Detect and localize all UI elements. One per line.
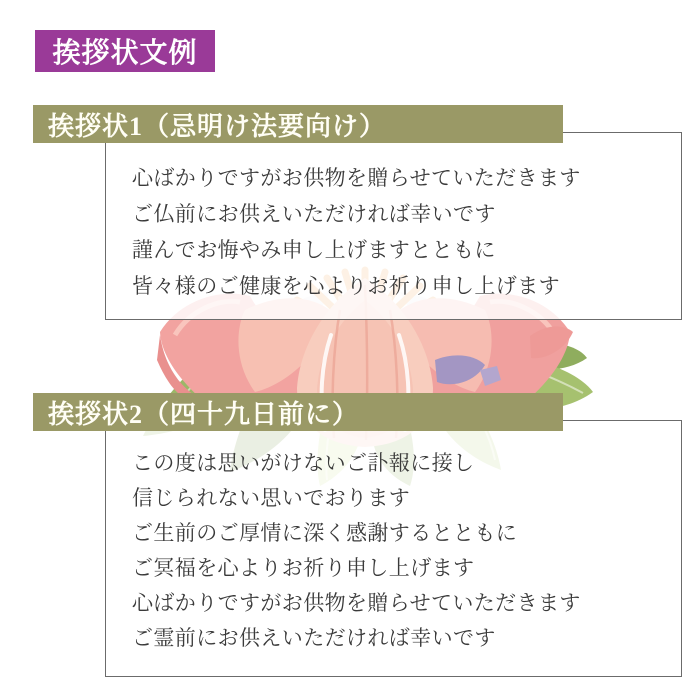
letter-line: ご仏前にお供えいただければ幸いです (132, 203, 496, 226)
letter-line: この度は思いがけないご訃報に接し (132, 451, 475, 475)
letter-example-box-2 (105, 420, 682, 677)
section-header-2: 挨拶状2（四十九日前に） (33, 393, 563, 431)
letter-example-box-1 (105, 132, 682, 320)
letter-line: 謹んでお悔やみ申し上げますとともに (132, 239, 496, 262)
letter-line: ご冥福を心よりお祈り申し上げます (132, 556, 475, 580)
letter-line: ご生前のご厚情に深く感謝するとともに (132, 521, 518, 545)
letter-line: 心ばかりですがお供物を贈らせていただきます (132, 591, 581, 615)
page-title: 挨拶状文例 (35, 30, 215, 72)
letter-line: 心ばかりですがお供物を贈らせていただきます (132, 167, 581, 190)
letter-line: 信じられない思いでおります (132, 486, 411, 510)
letter-line: 皆々様のご健康を心よりお祈り申し上げます (132, 275, 560, 298)
letter-line: ご霊前にお供えいただければ幸いです (132, 626, 496, 650)
section-header-1: 挨拶状1（忌明け法要向け） (33, 105, 563, 143)
